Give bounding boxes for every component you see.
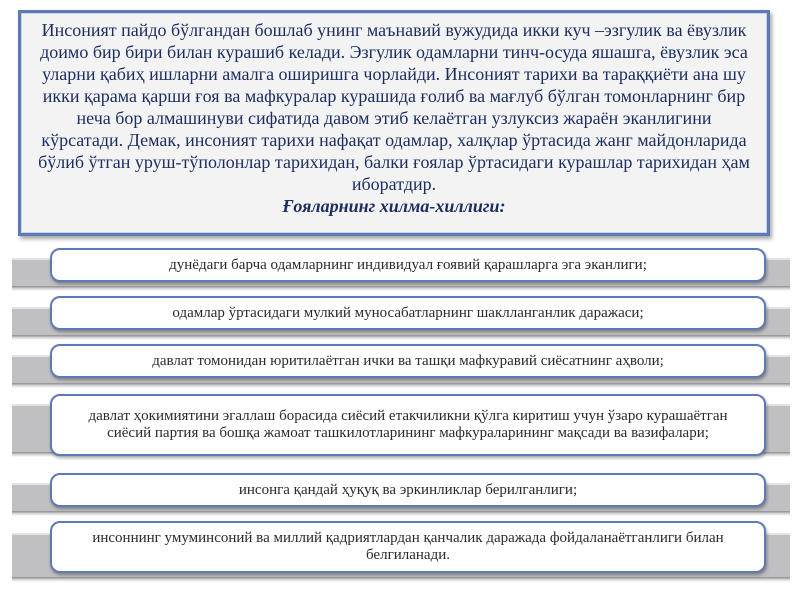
list-item-text: инсонга қандай ҳуқуқ ва эркинликлар берилганлиги; [238, 481, 578, 498]
list-item [50, 296, 766, 330]
intro-panel [18, 10, 770, 236]
list-item-text: дунёдаги барча одамларнинг индивидуал ғоявий қарашларга эга эканлиги; [169, 256, 647, 273]
list-item [50, 394, 766, 456]
list-item [50, 248, 766, 282]
list-item [50, 521, 766, 573]
intro-paragraph: Инсоният пайдо бўлгандан бошлаб унинг маънавий вужудида икки куч –эзгулик ва ёвузлик доимо бир бири билан курашиб келади. Эзгулик одамларни тинч-осуда яшашга, ёвузлик эса уларни қабиҳ ишларни амалга оширишга чорлайди. Инсоният тарихи ва тараққиёти ана шу икки қарама қарши ғоя ва мафкуралар курашида ғолиб ва мағлуб бўлган томонларнинг бир неча бор алмашинуви сифатида давом этиб келаётган узлуксиз жараён эканлигини кўрсатади. Демак, инсоният тарихи нафақат одамлар, халқлар ўртасида жанг майдонларида бўлиб ўтган уруш-тўполонлар тарихидан, балки ғоялар ўртасидаги курашлар тарихидан ҳам иборатдир. [38, 20, 750, 194]
list-item-text: одамлар ўртасидаги мулкий муносабатларнинг шаклланганлик даражаси; [172, 304, 644, 321]
list-item [50, 344, 766, 378]
list-item [50, 473, 766, 507]
list-item-text: давлат ҳокимиятини эгаллаш борасида сиёсий етакчиликни қўлга киритиш учун ўзаро курашаётган сиёсий партия ва бошқа жамоат ташкилотларининг мафкураларининг мақсади ва вазифалари; [88, 408, 728, 441]
list-item-text: давлат томонидан юритилаётган ички ва ташқи мафкуравий сиёсатнинг аҳволи; [152, 352, 664, 369]
list-item-text: инсоннинг умуминсоний ва миллий қадриятлардан қанчалик даражада фойдаланаётганлиги билан белгиланади. [92, 530, 724, 563]
diversity-heading: Ғояларнинг хилма-хиллиги: [282, 196, 506, 216]
